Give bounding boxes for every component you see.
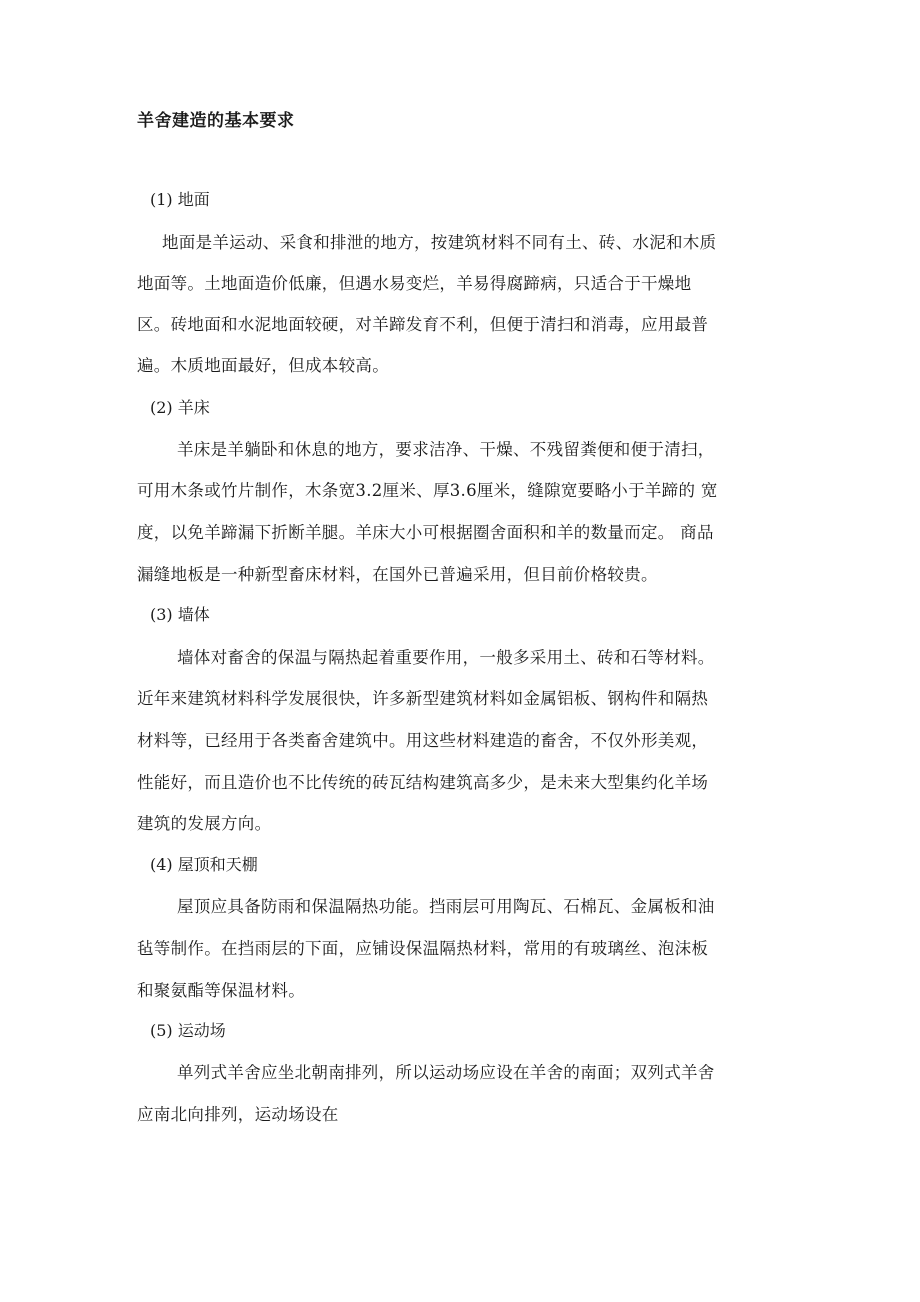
paragraph-line: 遍。木质地面最好，但成本较高。 (137, 356, 389, 375)
paragraph-line: 应南北向排列，运动场设在 (137, 1105, 339, 1124)
paragraph-line: 单列式羊舍应坐北朝南排列，所以运动场应设在羊舍的南面；双列式羊舍 (177, 1063, 715, 1082)
paragraph-line: 和聚氨酯等保温材料。 (137, 981, 305, 1000)
paragraph-line: 建筑的发展方向。 (137, 814, 272, 833)
paragraph-line: 毡等制作。在挡雨层的下面，应铺设保温隔热材料，常用的有玻璃丝、泡沫板 (137, 939, 709, 958)
paragraph-line: 可用木条或竹片制作，木条宽3.2厘米、厚3.6厘米，缝隙宽要略小于羊蹄的 宽 (137, 481, 718, 500)
section-heading-floor: (1) 地面 (150, 190, 210, 209)
paragraph-line: 近年来建筑材料科学发展很快，许多新型建筑材料如金属铝板、钢构件和隔热 (137, 689, 709, 708)
paragraph-line: 地面是羊运动、采食和排泄的地方，按建筑材料不同有土、砖、水泥和木质 (162, 233, 717, 252)
paragraph-line: 屋顶应具备防雨和保温隔热功能。挡雨层可用陶瓦、石棉瓦、金属板和油 (177, 897, 715, 916)
paragraph-line: 区。砖地面和水泥地面较硬，对羊蹄发育不利，但便于清扫和消毒，应用最普 (137, 315, 709, 334)
section-heading-wall: (3) 墙体 (150, 605, 210, 624)
document-title: 羊舍建造的基本要求 (137, 111, 295, 131)
paragraph-line: 度，以免羊蹄漏下折断羊腿。羊床大小可根据圈舍面积和羊的数量而定。 商品 (137, 523, 714, 542)
paragraph-line: 性能好，而且造价也不比传统的砖瓦结构建筑高多少，是未来大型集约化羊场 (137, 773, 709, 792)
paragraph-line: 墙体对畜舍的保温与隔热起着重要作用，一般多采用土、砖和石等材料。 (177, 648, 715, 667)
paragraph-line: 羊床是羊躺卧和休息的地方，要求洁净、干燥、不残留粪便和便于清扫， (177, 440, 715, 459)
paragraph-line: 漏缝地板是一种新型畜床材料，在国外已普遍采用，但目前价格较贵。 (137, 565, 658, 584)
paragraph-line: 材料等，已经用于各类畜舍建筑中。用这些材料建造的畜舍，不仅外形美观， (137, 731, 709, 750)
section-heading-sheep-bed: (2) 羊床 (150, 398, 210, 417)
section-heading-roof-ceiling: (4) 屋顶和天棚 (150, 855, 258, 874)
paragraph-line: 地面等。土地面造价低廉，但遇水易变烂，羊易得腐蹄病，只适合于干燥地 (137, 274, 692, 293)
section-heading-exercise-yard: (5) 运动场 (150, 1021, 226, 1040)
